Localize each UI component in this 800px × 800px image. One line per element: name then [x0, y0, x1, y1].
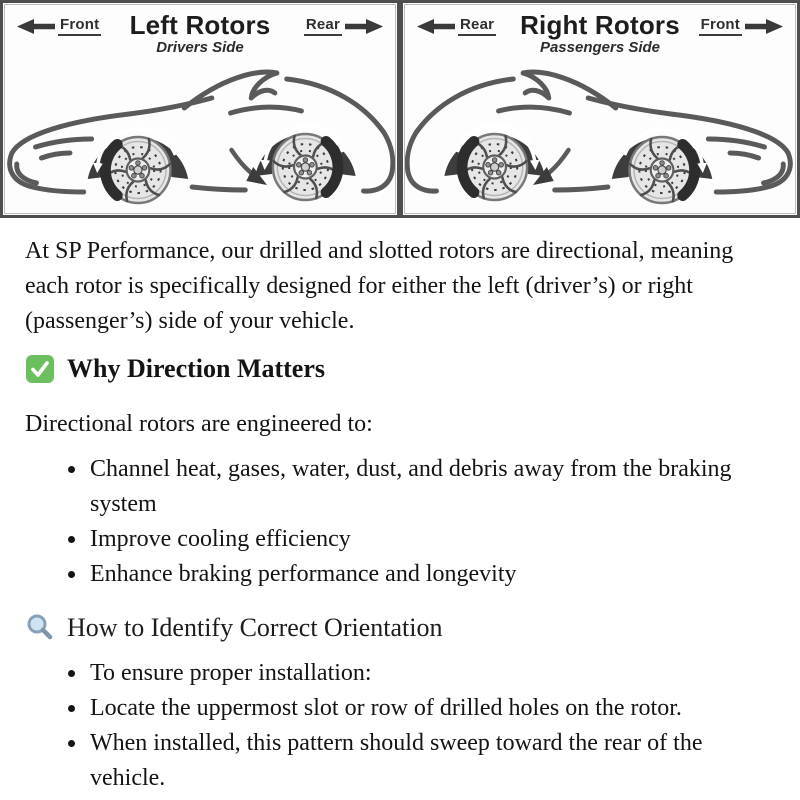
list-item: • When installed, this pattern should sweep toward the rear of the vehicle.	[88, 726, 772, 796]
right-panel-header	[403, 3, 797, 58]
panel-title: Left Rotors	[129, 10, 271, 40]
rotation-label: Rotation	[655, 120, 703, 151]
orientation-list	[25, 656, 772, 796]
section-title: Why Direction Matters	[67, 354, 326, 383]
article-content	[0, 234, 800, 796]
rear-label: Rear	[458, 16, 496, 36]
right-car-illustration	[403, 58, 797, 215]
rotation-label: Rotation	[299, 117, 346, 148]
why-direction-heading	[25, 353, 772, 385]
rear-direction	[417, 16, 496, 36]
list-item: • Channel heat, gases, water, dust, and debris away from the braking system	[88, 452, 772, 522]
panel-subtitle: Drivers Side	[156, 39, 244, 57]
list-item: • Locate the uppermost slot or row of drilled holes on the rotor.	[88, 691, 772, 726]
arrow-right-icon	[745, 19, 783, 34]
benefits-list	[25, 452, 772, 592]
front-direction	[699, 16, 783, 36]
rotation-label: Rotation	[488, 117, 536, 148]
panel-title: Right Rotors	[520, 10, 680, 40]
front-label: Front	[699, 16, 742, 36]
rear-label: Rear	[304, 16, 342, 36]
left-car-illustration	[3, 58, 397, 215]
intro-paragraph: At SP Performance, our drilled and slotted rotors are directional, meaning each rotor is specifically designed for either the left (driver’s) or right (passenger’s) side of your vehicle.	[25, 238, 734, 334]
left-rotors-panel	[0, 0, 400, 218]
front-label: Front	[58, 16, 101, 36]
left-panel-titles	[130, 12, 271, 56]
orientation-heading	[25, 612, 772, 644]
list-item: • Enhance braking performance and longevity	[88, 557, 772, 592]
right-rotors-panel	[400, 0, 800, 218]
magnifier-icon	[25, 613, 55, 643]
section-title: How to Identify Correct Orientation	[67, 613, 443, 642]
rotation-label: Rotation	[131, 120, 179, 151]
front-direction	[17, 16, 101, 36]
rotor-direction-diagram	[0, 0, 800, 218]
arrow-left-icon	[417, 19, 455, 34]
lead-sentence: Directional rotors are engineered to:	[25, 411, 373, 437]
list-item: • To ensure proper installation:	[88, 656, 772, 691]
check-icon	[25, 354, 55, 384]
left-panel-header	[3, 3, 397, 58]
arrow-right-icon	[345, 19, 383, 34]
arrow-left-icon	[17, 19, 55, 34]
list-item: • Improve cooling efficiency	[88, 522, 772, 557]
right-panel-titles	[520, 12, 680, 56]
panel-subtitle: Passengers Side	[539, 39, 661, 57]
rear-direction	[304, 16, 383, 36]
